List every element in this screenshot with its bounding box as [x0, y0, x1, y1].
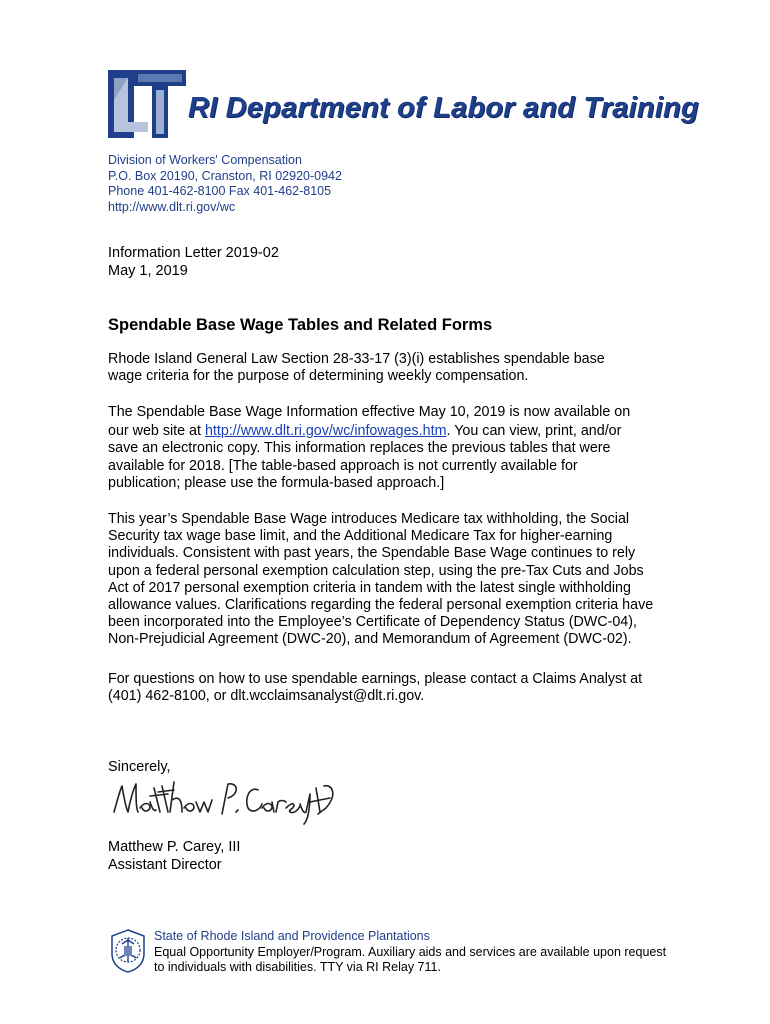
paragraph-line: Rhode Island General Law Section 28-33-17 (3)(i) establishes spendable base [108, 351, 605, 367]
paragraph-line: Non-Prejudicial Agreement (DWC-20), and Memorandum of Agreement (DWC-02). [108, 631, 632, 648]
signature-icon [110, 768, 340, 826]
paragraph-line: upon a federal personal exemption calculation step, using the pre-Tax Cuts and Jobs [108, 562, 644, 579]
contact-block [108, 153, 342, 215]
paragraph-line: available for 2018. [The table-based approach is not currently available for [108, 457, 578, 474]
footer-state: State of Rhode Island and Providence Plantations [154, 929, 430, 943]
paragraph-line: been incorporated into the Employee’s Certificate of Dependency Status (DWC-04), [108, 614, 637, 631]
footer-tty: to individuals with disabilities. TTY via RI Relay 711. [154, 960, 441, 974]
paragraph-line: allowance values. Clarifications regarding the federal personal exemption criteria have [108, 597, 654, 614]
footer-eoe: Equal Opportunity Employer/Program. Auxiliary aids and services are available upon request [154, 944, 667, 959]
paragraph-line: This year’s Spendable Base Wage introduces Medicare tax withholding, the Social [108, 511, 630, 527]
letter-title: Spendable Base Wage Tables and Related Forms [108, 316, 493, 334]
paragraph-line: For questions on how to use spendable earnings, please contact a Claims Analyst at [108, 671, 643, 687]
letter-number: Information Letter 2019-02 [108, 245, 279, 261]
dlt-logo-icon [108, 70, 186, 138]
paragraph-line: The Spendable Base Wage Information effective May 10, 2019 is now available on [108, 404, 631, 420]
paragraph-line: individuals. Consistent with past years, the Spendable Base Wage continues to rely [108, 545, 636, 562]
paragraph-line: save an electronic copy. This information replaces the previous tables that were [108, 440, 611, 457]
division-name: Division of Workers' Compensation [108, 153, 302, 167]
paragraph-2 [108, 404, 698, 492]
mailing-address: P.O. Box 20190, Cranston, RI 02920-0942 [108, 168, 342, 183]
paragraph-3 [108, 511, 698, 649]
letter-meta [108, 244, 279, 280]
paragraph-line: publication; please use the formula-based approach.] [108, 474, 445, 491]
paragraph-text: our web site at [108, 423, 205, 440]
paragraph-4 [108, 671, 698, 705]
paragraph-line: Security tax wage base limit, and the Additional Medicare Tax for higher-earning [108, 528, 613, 545]
infowages-link[interactable]: http://www.dlt.ri.gov/wc/infowages.htm [204, 423, 447, 440]
paragraph-1 [108, 351, 698, 385]
department-name: RI Department of Labor and Training [188, 92, 699, 124]
website-link[interactable]: http://www.dlt.ri.gov/wc [108, 199, 236, 214]
signer-name: Matthew P. Carey, III [108, 839, 241, 855]
paragraph-line: (401) 462-8100, or dlt.wcclaimsanalyst@dlt.ri.gov. [108, 688, 425, 705]
footer [154, 929, 666, 976]
signer-block [108, 838, 240, 874]
paragraph-text: . You can view, print, and/or [446, 423, 622, 440]
letter-date: May 1, 2019 [108, 263, 188, 279]
paragraph-line: wage criteria for the purpose of determining weekly compensation. [108, 368, 529, 385]
signer-title: Assistant Director [108, 857, 222, 873]
state-seal-icon [108, 928, 148, 974]
phone-fax: Phone 401-462-8100 Fax 401-462-8105 [108, 184, 332, 198]
paragraph-line [108, 423, 698, 440]
closing: Sincerely, [108, 759, 171, 775]
paragraph-line: Act of 2017 personal exemption criteria in tandem with the latest single withholding [108, 579, 631, 596]
